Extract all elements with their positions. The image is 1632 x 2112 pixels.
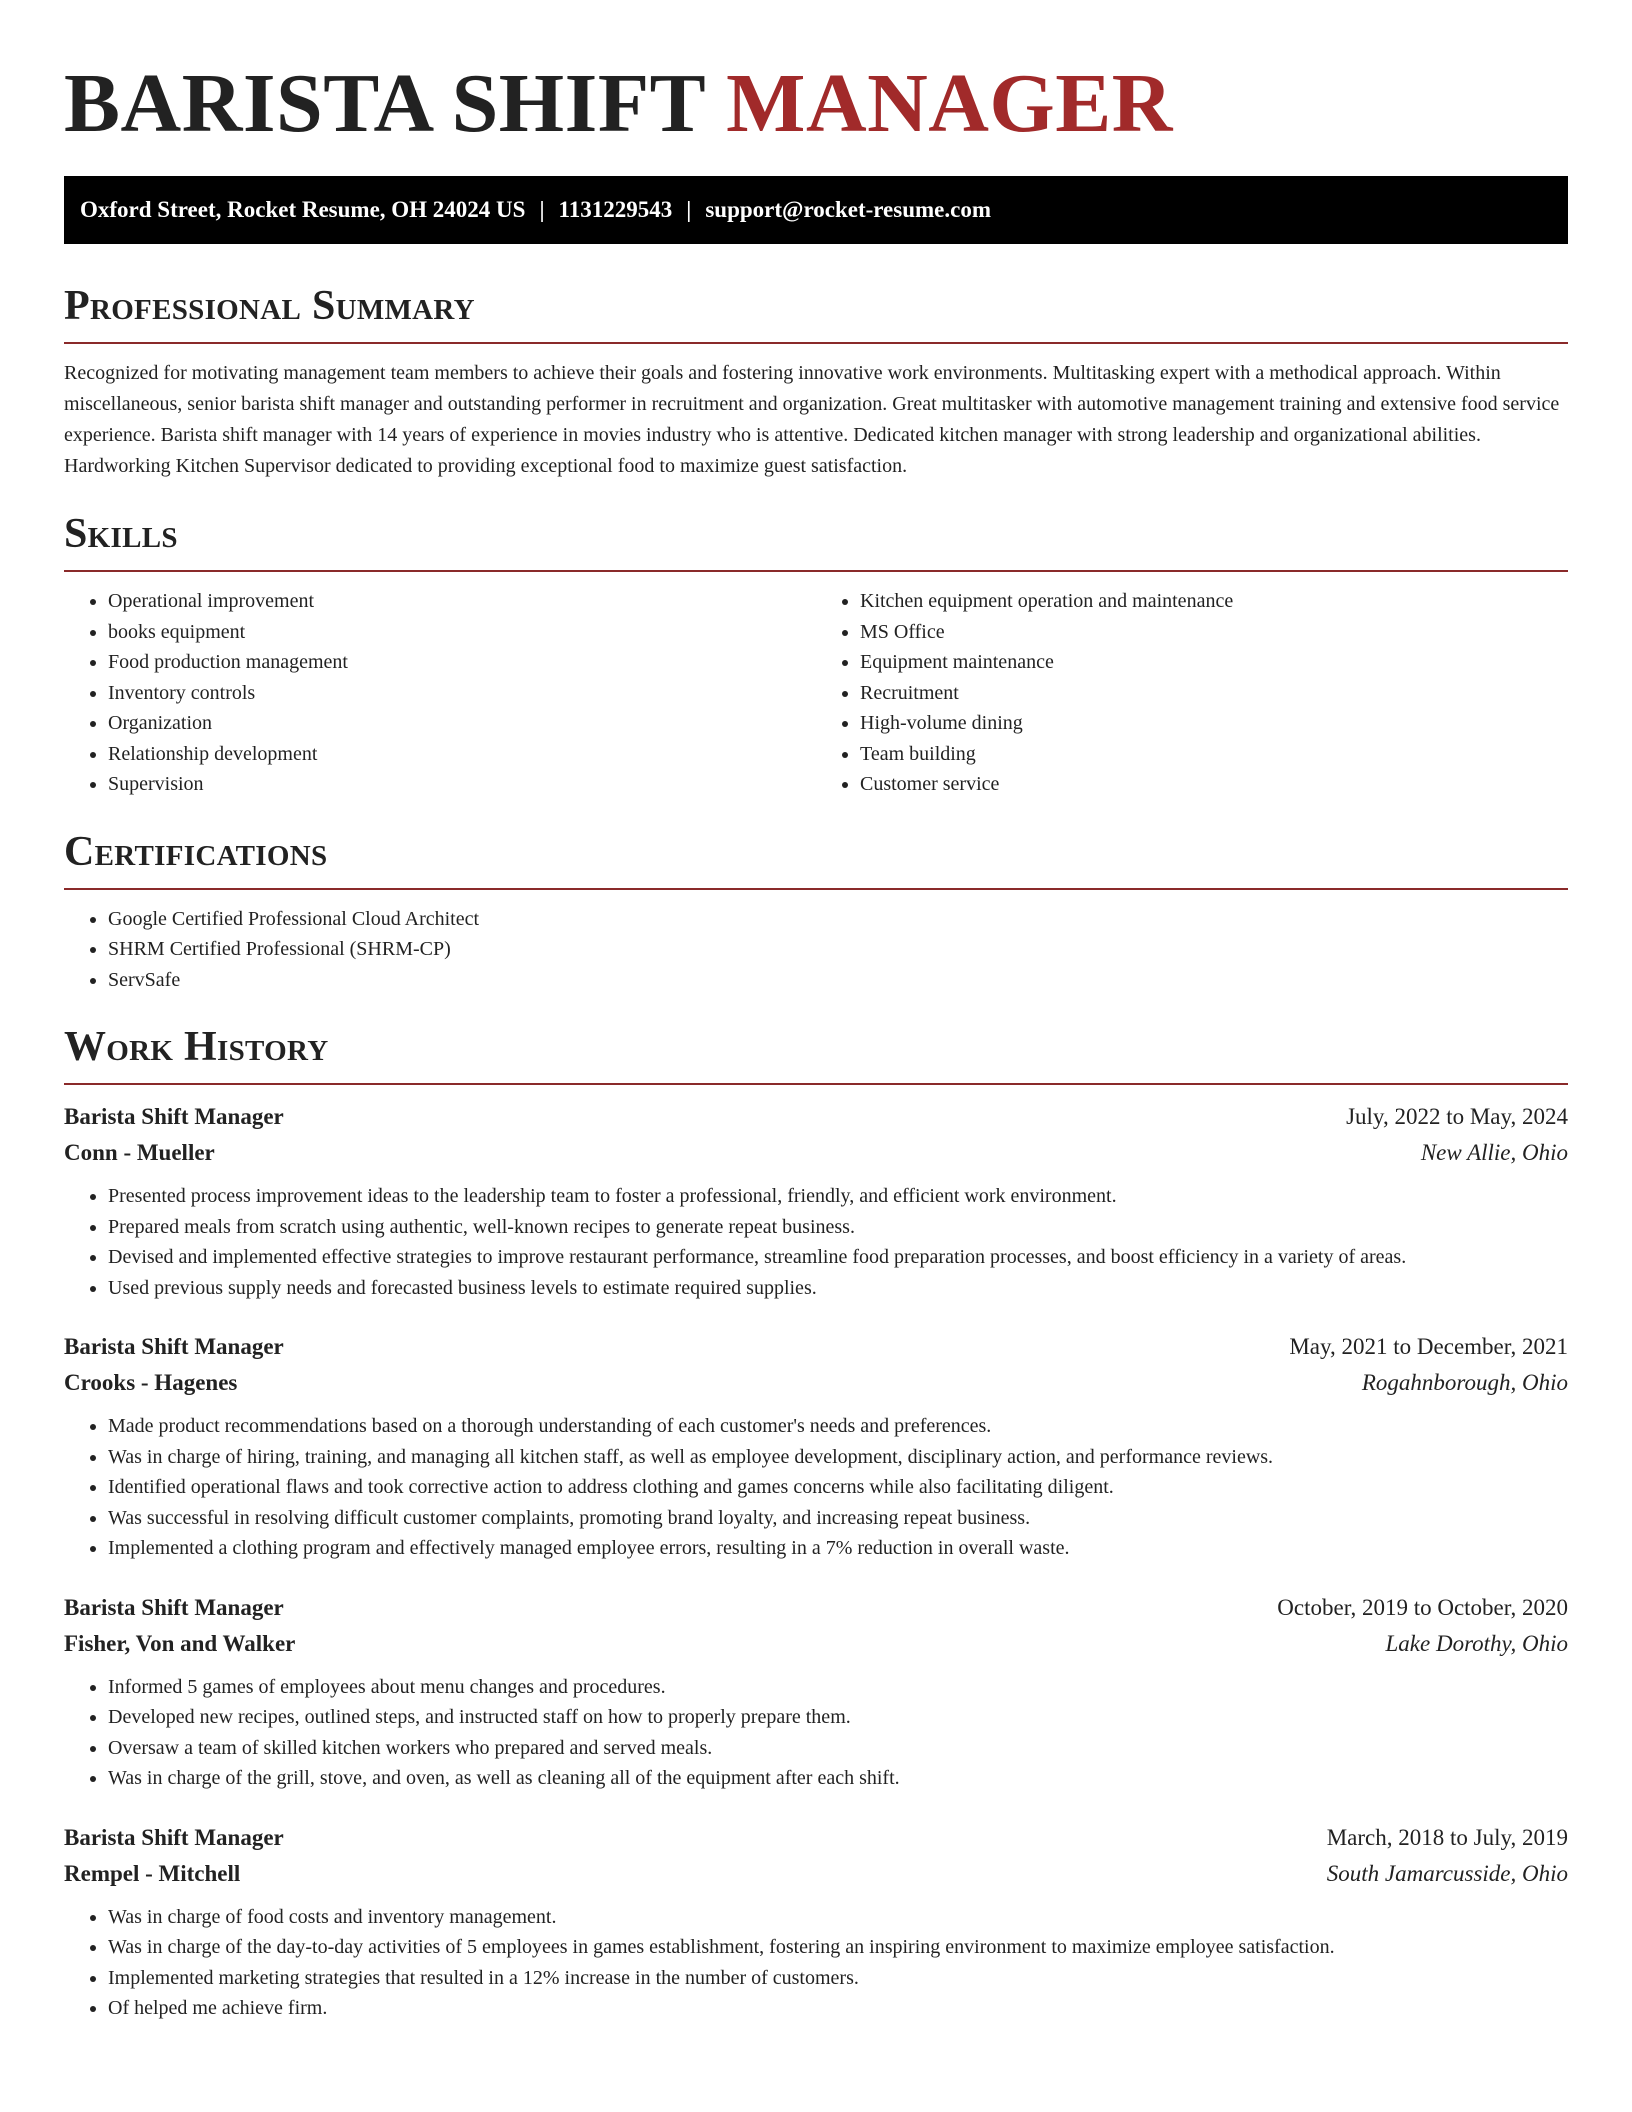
- section-title-skills: Skills: [64, 511, 178, 557]
- summary-section: [64, 280, 1568, 482]
- section-title-certifications: Certifications: [64, 828, 328, 875]
- job-title: Barista Shift Manager: [64, 1594, 284, 1620]
- contact-separator: |: [539, 197, 545, 222]
- job-bullets: [64, 1181, 1568, 1303]
- section-title-summary: Professional Summary: [64, 283, 475, 329]
- job-bullet: • Made product recommendations based on a thorough understanding of each customer's needs and preferences.: [108, 1411, 1568, 1442]
- skill-item: • Recruitment: [860, 678, 1568, 709]
- job-dates: October, 2019 to October, 2020: [1277, 1594, 1568, 1620]
- contact-email[interactable]: support@rocket-resume.com: [705, 197, 991, 222]
- job-bullet: • Was in charge of food costs and inventory management.: [108, 1902, 1568, 1933]
- section-title-work-history: Work History: [64, 1024, 329, 1070]
- job-entry: [64, 1329, 1568, 1564]
- job-bullets: [64, 1672, 1568, 1794]
- skills-grid: [64, 586, 1568, 800]
- certification-item: • SHRM Certified Professional (SHRM-CP): [108, 934, 1568, 965]
- skills-list-right: [816, 586, 1568, 800]
- skills-section: [64, 508, 1568, 800]
- skill-item: • Kitchen equipment operation and maintenance: [860, 586, 1568, 617]
- job-header-row: [64, 1099, 1568, 1135]
- skill-item: • Team building: [860, 739, 1568, 770]
- skill-item: • Inventory controls: [108, 678, 816, 709]
- job-location: New Allie, Ohio: [1420, 1140, 1568, 1165]
- job-bullet: • Was in charge of the day-to-day activities of 5 employees in games establishment, fostering an inspiring environment to maximize employee satisfaction.: [108, 1932, 1568, 1963]
- job-company: Conn - Mueller: [64, 1140, 215, 1165]
- skill-item: • Organization: [108, 708, 816, 739]
- section-divider: [64, 570, 1568, 572]
- job-bullet: • Devised and implemented effective strategies to improve restaurant performance, streamline food preparation processes, and boost efficiency in a variety of areas.: [108, 1242, 1568, 1273]
- section-divider: [64, 1083, 1568, 1085]
- job-entry: [64, 1820, 1568, 2024]
- job-entry: [64, 1099, 1568, 1303]
- job-bullet: • Informed 5 games of employees about menu changes and procedures.: [108, 1672, 1568, 1703]
- certification-item: • ServSafe: [108, 965, 1568, 996]
- certifications-section: [64, 826, 1568, 996]
- name-accent: MANAGER: [726, 57, 1173, 150]
- job-title: Barista Shift Manager: [64, 1824, 284, 1850]
- job-location: Rogahnborough, Ohio: [1361, 1370, 1568, 1395]
- skill-item: • Equipment maintenance: [860, 647, 1568, 678]
- job-bullet: • Was in charge of hiring, training, and managing all kitchen staff, as well as employee development, disciplinary action, and performance reviews.: [108, 1442, 1568, 1473]
- job-dates: May, 2021 to December, 2021: [1289, 1334, 1568, 1359]
- job-company: Rempel - Mitchell: [64, 1860, 241, 1886]
- contact-separator: |: [686, 197, 692, 222]
- job-header-row: [64, 1820, 1568, 1856]
- job-location: Lake Dorothy, Ohio: [1385, 1630, 1568, 1656]
- work-history-section: [64, 1021, 1568, 2024]
- skills-list-left: [64, 586, 816, 800]
- skill-item: • High-volume dining: [860, 708, 1568, 739]
- job-bullet: • Implemented marketing strategies that resulted in a 12% increase in the number of customers.: [108, 1963, 1568, 1994]
- job-bullet: • Presented process improvement ideas to the leadership team to foster a professional, friendly, and efficient work environment.: [108, 1181, 1568, 1212]
- job-bullets: [64, 1411, 1568, 1564]
- job-dates: July, 2022 to May, 2024: [1346, 1104, 1568, 1129]
- section-divider: [64, 342, 1568, 344]
- certification-item: • Google Certified Professional Cloud Architect: [108, 904, 1568, 935]
- summary-text: Recognized for motivating management team members to achieve their goals and fostering innovative work environments. Multitasking expert with a methodical approach. Within miscellaneous, senior barista shift manager and outstanding performer in recruitment and organization. Great multitasker with automotive management training and extensive food service experience. Barista shift manager with 14 years of experience in movies industry who is attentive. Dedicated kitchen manager with strong leadership and organizational abilities. Hardworking Kitchen Supervisor dedicated to providing exceptional food to maximize guest satisfaction.: [64, 362, 1560, 477]
- contact-address: Oxford Street, Rocket Resume, OH 24024 US: [80, 197, 526, 222]
- job-bullet: • Oversaw a team of skilled kitchen workers who prepared and served meals.: [108, 1733, 1568, 1764]
- job-bullet: • Was in charge of the grill, stove, and oven, as well as cleaning all of the equipment after each shift.: [108, 1763, 1568, 1794]
- job-bullet: • Developed new recipes, outlined steps, and instructed staff on how to properly prepare them.: [108, 1702, 1568, 1733]
- skill-item: • Operational improvement: [108, 586, 816, 617]
- skill-item: • books equipment: [108, 617, 816, 648]
- section-divider: [64, 888, 1568, 890]
- skill-item: • MS Office: [860, 617, 1568, 648]
- job-bullet: • Used previous supply needs and forecasted business levels to estimate required supplies.: [108, 1273, 1568, 1304]
- contact-bar: [64, 176, 1568, 244]
- job-company-row: [64, 1626, 1568, 1662]
- job-bullet: • Identified operational flaws and took corrective action to address clothing and games concerns while also facilitating diligent.: [108, 1472, 1568, 1503]
- skill-item: • Relationship development: [108, 739, 816, 770]
- job-dates: March, 2018 to July, 2019: [1326, 1824, 1568, 1850]
- job-bullet: • Of helped me achieve firm.: [108, 1993, 1568, 2024]
- skill-item: • Food production management: [108, 647, 816, 678]
- contact-phone[interactable]: 1131229543: [558, 197, 673, 222]
- job-bullet: • Prepared meals from scratch using authentic, well-known recipes to generate repeat business.: [108, 1212, 1568, 1243]
- job-company: Fisher, Von and Walker: [64, 1630, 296, 1656]
- job-title: Barista Shift Manager: [64, 1104, 284, 1129]
- job-location: South Jamarcusside, Ohio: [1326, 1860, 1568, 1886]
- resume-name: [64, 56, 1568, 152]
- job-bullet: • Implemented a clothing program and effectively managed employee errors, resulting in a 7% reduction in overall waste.: [108, 1533, 1568, 1564]
- job-bullets: [64, 1902, 1568, 2024]
- certifications-list: [64, 904, 1568, 996]
- job-header-row: [64, 1329, 1568, 1365]
- job-bullet: • Was successful in resolving difficult customer complaints, promoting brand loyalty, and increasing repeat business.: [108, 1503, 1568, 1534]
- job-entry: [64, 1590, 1568, 1794]
- name-first: BARISTA SHIFT: [64, 57, 705, 150]
- skill-item: • Supervision: [108, 769, 816, 800]
- job-company-row: [64, 1135, 1568, 1171]
- resume-page: [64, 0, 1568, 2024]
- job-header-row: [64, 1590, 1568, 1626]
- job-company: Crooks - Hagenes: [64, 1370, 238, 1395]
- job-title: Barista Shift Manager: [64, 1334, 284, 1359]
- job-company-row: [64, 1365, 1568, 1401]
- job-company-row: [64, 1856, 1568, 1892]
- skill-item: • Customer service: [860, 769, 1568, 800]
